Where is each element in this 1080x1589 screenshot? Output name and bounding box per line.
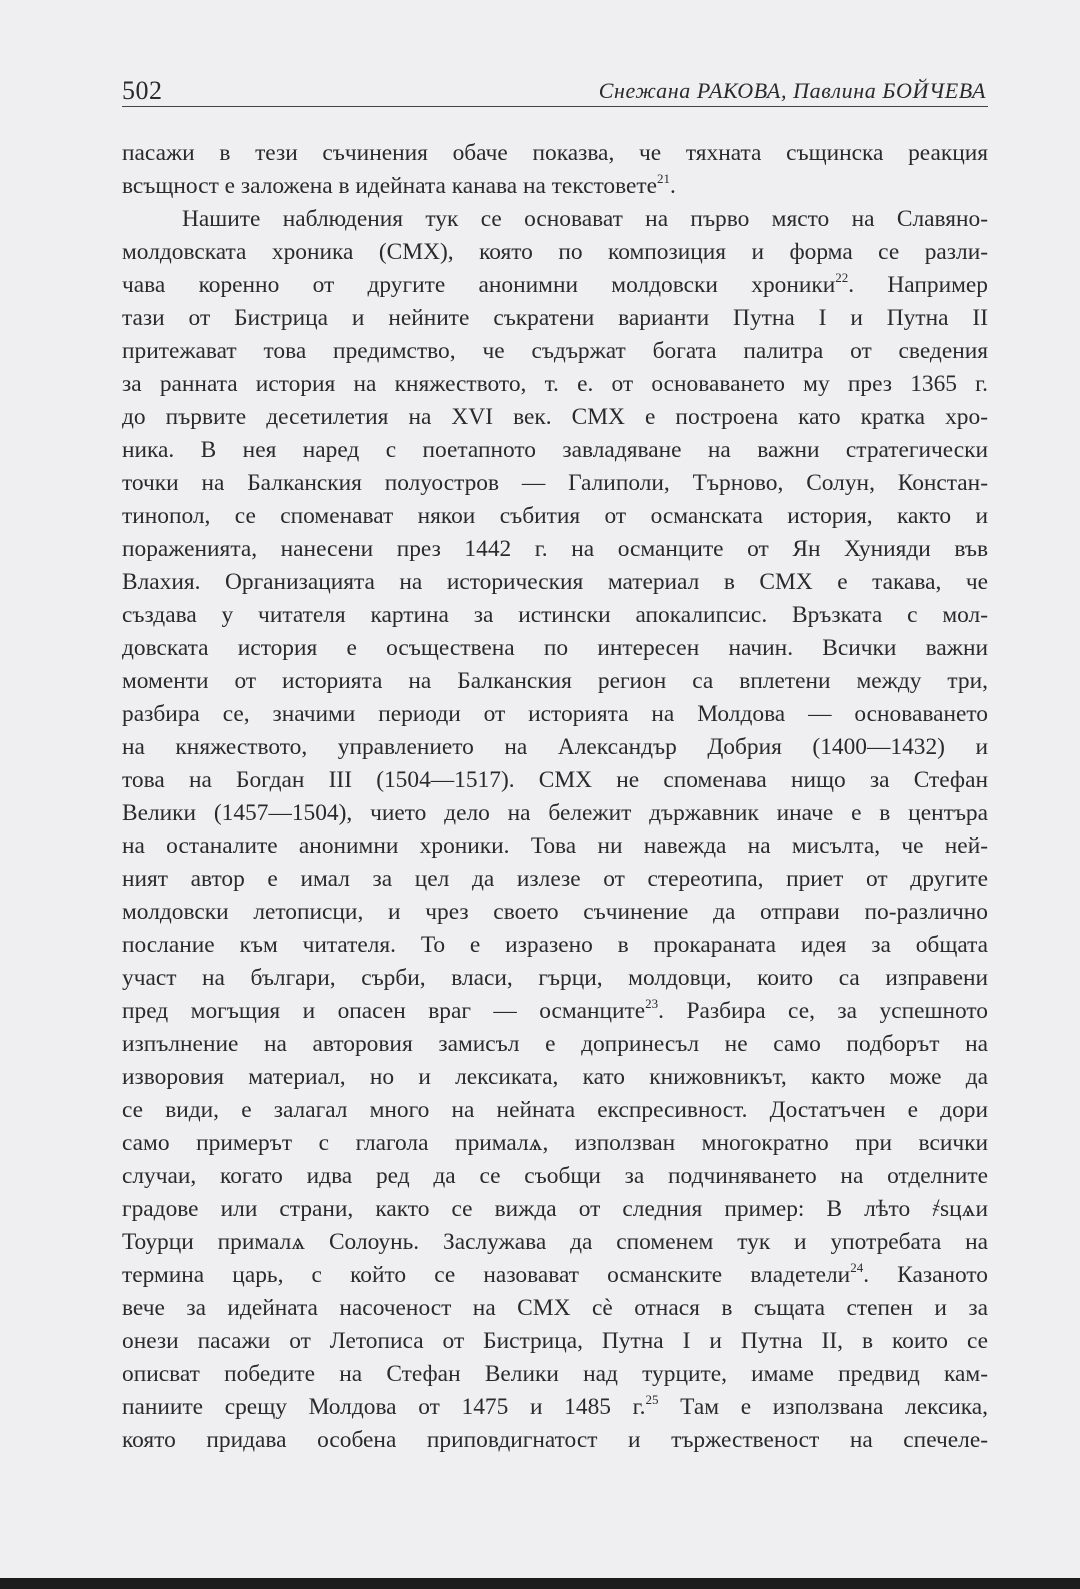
text-line xyxy=(122,500,988,533)
text-line xyxy=(122,467,988,500)
text-line-continuation: . Например xyxy=(848,272,988,298)
footnote-marker: 23 xyxy=(645,996,659,1012)
text-line xyxy=(122,302,988,335)
text-line-content: довската история е осъществена по интересен начин. Всички важни xyxy=(122,635,988,661)
text-line-content: молдовската хроника (СМХ), която по композиция и форма се разли- xyxy=(122,239,988,265)
text-line xyxy=(122,1292,988,1325)
page-number: 502 xyxy=(122,76,163,105)
text-line xyxy=(122,665,988,698)
text-line xyxy=(122,533,988,566)
text-line-content: всъщност е заложена в идейната канава на текстовете xyxy=(122,173,657,199)
text-line xyxy=(122,1325,988,1358)
page-bottom-edge xyxy=(0,1578,1080,1589)
text-line xyxy=(122,896,988,929)
text-line-content: онези пасажи от Летописа от Бистрица, Путна I и Путна II, в които се xyxy=(122,1328,988,1354)
text-line xyxy=(122,170,988,203)
text-line xyxy=(122,863,988,896)
text-line-content: вече за идейната насоченост на СМХ сѐ отнася в същата степен и за xyxy=(122,1295,988,1321)
text-line xyxy=(122,1226,988,1259)
text-line xyxy=(122,962,988,995)
text-line xyxy=(122,269,988,302)
text-line-content: само примерът с глагола прималѧ, използван многократно при всички xyxy=(122,1130,988,1156)
text-line xyxy=(122,434,988,467)
text-line xyxy=(122,1193,988,1226)
footnote-marker: 21 xyxy=(656,171,670,187)
text-line-content: молдовски летописци, и чрез своето съчинение да отправи по-различно xyxy=(122,899,988,925)
text-line-content: Нашите наблюдения тук се основават на първо място на Славяно- xyxy=(182,206,988,232)
text-line-continuation: . Казаното xyxy=(863,1262,988,1288)
text-line xyxy=(122,1259,988,1292)
text-line xyxy=(122,995,988,1028)
text-line xyxy=(122,1160,988,1193)
text-line xyxy=(122,1028,988,1061)
text-line-content: ният автор е имал за цел да излезе от стереотипа, приет от другите xyxy=(122,866,988,892)
text-line-content: градове или страни, както се вижда от следния пример: В лѣто ҂ѕцѧи xyxy=(122,1196,988,1222)
text-line-content: изворовия материал, но и лексиката, като книжовникът, както може да xyxy=(122,1064,988,1090)
text-line xyxy=(122,401,988,434)
text-line-content: точки на Балканския полуостров — Галиполи, Търново, Солун, Констан- xyxy=(122,470,988,496)
text-line-content: участ на българи, сърби, власи, гърци, молдовци, които са изправени xyxy=(122,965,988,991)
text-line-content: пасажи в тези съчинения обаче показва, че тяхната същинска реакция xyxy=(122,140,988,166)
text-line xyxy=(122,830,988,863)
text-line-content: разбира се, значими периоди от историята на Молдова — основаването xyxy=(122,701,988,727)
text-line xyxy=(122,1358,988,1391)
text-line-content: тинопол, се споменават някои събития от османската история, както и xyxy=(122,503,988,529)
text-line xyxy=(122,929,988,962)
text-line-continuation: . xyxy=(669,173,676,199)
text-line xyxy=(122,236,988,269)
page-header xyxy=(122,74,988,107)
body-text xyxy=(122,137,988,1457)
text-line-content: случаи, когато идва ред да се съобщи за подчиняването на отделните xyxy=(122,1163,988,1189)
text-line xyxy=(122,1391,988,1424)
text-line-content: на останалите анонимни хроники. Това ни навежда на мисълта, че ней- xyxy=(122,833,988,859)
text-line xyxy=(122,797,988,830)
text-line xyxy=(122,1061,988,1094)
footnote-marker: 24 xyxy=(850,1260,864,1276)
text-line-content: тази от Бистрица и нейните съкратени варианти Путна I и Путна II xyxy=(122,305,988,331)
text-line-content: която придава особена приповдигнатост и тържественост на спечеле- xyxy=(122,1427,988,1453)
text-line-content: чава коренно от другите анонимни молдовски хроники xyxy=(122,272,836,298)
text-line xyxy=(122,599,988,632)
text-line xyxy=(122,566,988,599)
text-line-content: Тоурци прималѧ Солоунь. Заслужава да споменем тук и употребата на xyxy=(122,1229,988,1255)
text-line xyxy=(122,1424,988,1457)
text-line-content: това на Богдан III (1504—1517). СМХ не споменава нищо за Стефан xyxy=(122,767,988,793)
text-line-content: термина царь, с който се назовават османските владетели xyxy=(122,1262,851,1288)
text-line xyxy=(122,137,988,170)
text-line-content: се види, е залагал много на нейната експресивност. Достатъчен е дори xyxy=(122,1097,988,1123)
text-line xyxy=(122,368,988,401)
text-line-content: ника. В нея наред с поетапното завладяване на важни стратегически xyxy=(122,437,988,463)
text-line-content: Велики (1457—1504), чието дело на бележит държавник иначе е в центъра xyxy=(122,800,988,826)
text-line-content: моменти от историята на Балканския регион са вплетени между три, xyxy=(122,668,988,694)
text-line-continuation: . Разбира се, за успешното xyxy=(658,998,988,1024)
text-line-content: изпълнение на авторовия замисъл е допринесъл не само подборът на xyxy=(122,1031,988,1057)
text-line xyxy=(122,1094,988,1127)
text-line-content: пораженията, нанесени през 1442 г. на османците от Ян Хунияди във xyxy=(122,536,988,562)
running-head: Снежана РАКОВА, Павлина БОЙЧЕВА xyxy=(598,78,986,103)
text-line xyxy=(122,731,988,764)
text-line-content: пред могъщия и опасен враг — османците xyxy=(122,998,646,1024)
text-line-content: за ранната история на княжеството, т. е. от основаването му през 1365 г. xyxy=(122,371,988,397)
text-line-content: притежават това предимство, че съдържат богата палитра от сведения xyxy=(122,338,988,364)
text-line-content: паниите срещу Молдова от 1475 и 1485 г. xyxy=(122,1394,646,1420)
text-line xyxy=(122,335,988,368)
footnote-marker: 22 xyxy=(835,270,849,286)
text-line-content: до първите десетилетия на XVI век. СМХ е построена като кратка хро- xyxy=(122,404,988,430)
text-line xyxy=(122,698,988,731)
text-line xyxy=(122,764,988,797)
text-line-content: описват победите на Стефан Велики над турците, имаме предвид кам- xyxy=(122,1361,988,1387)
text-line xyxy=(122,203,988,236)
text-line-content: създава у читателя картина за истински апокалипсис. Връзката с мол- xyxy=(122,602,988,628)
text-line-continuation: Там е използвана лексика, xyxy=(658,1394,988,1420)
footnote-marker: 25 xyxy=(645,1392,659,1408)
text-line-content: Влахия. Организацията на историческия материал в СМХ е такава, че xyxy=(122,569,988,595)
text-line-content: послание към читателя. То е изразено в прокараната идея за общата xyxy=(122,932,988,958)
text-line xyxy=(122,1127,988,1160)
text-line xyxy=(122,632,988,665)
text-line-content: на княжеството, управлението на Александър Добрия (1400—1432) и xyxy=(122,734,988,760)
